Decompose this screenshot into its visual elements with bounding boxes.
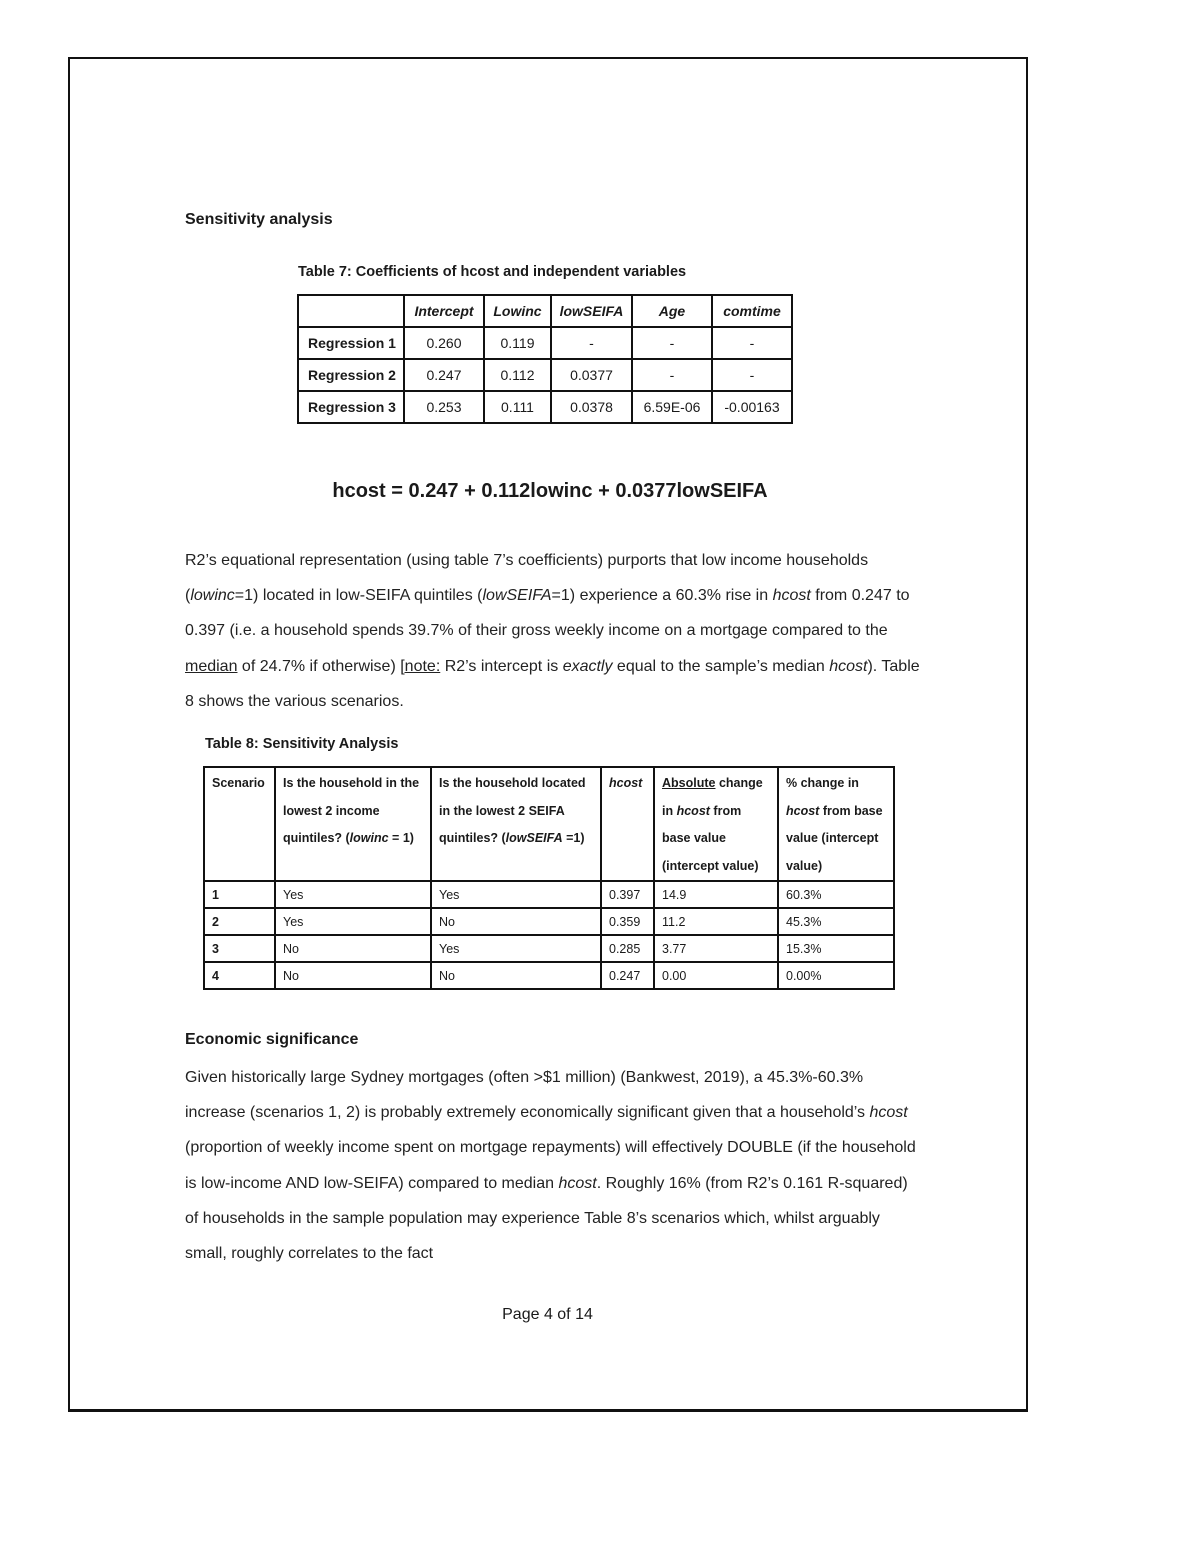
- paragraph-text: . Roughly 16% (from R2’s 0.161 R-squared) of households in the sample population may experience Table 8’s scenarios which, whilst arguably small, roughly correlates to the fact: [185, 1174, 908, 1263]
- paragraph-text: R2’s equational representation (using table 7’s coefficients) purports that low income households (: [185, 552, 869, 605]
- table-cell: -: [712, 327, 792, 359]
- table-cell: 0.111: [484, 391, 551, 423]
- table8-caption: Table 8: Sensitivity Analysis: [205, 736, 399, 752]
- paragraph-italic: hcost: [829, 657, 868, 675]
- paragraph-italic: exactly: [562, 657, 613, 675]
- table-cell: Regression 3: [298, 391, 404, 423]
- paragraph-italic: hcost: [772, 587, 811, 605]
- table-cell: 0.00: [654, 962, 778, 989]
- paragraph-text: of 24.7% if otherwise): [237, 657, 401, 675]
- table-cell: 0.253: [404, 391, 484, 423]
- table-cell: -: [632, 327, 712, 359]
- paragraph-italic: hcost: [558, 1174, 597, 1192]
- table-row: [298, 327, 792, 359]
- table-cell: -: [632, 359, 712, 391]
- table-cell: No: [431, 962, 601, 989]
- regression-equation: hcost = 0.247 + 0.112lowinc + 0.0377lowSEIFA: [332, 480, 768, 502]
- table-cell: -0.00163: [712, 391, 792, 423]
- table-cell: 0.0378: [551, 391, 632, 423]
- table-header-cell: Age: [632, 295, 712, 327]
- table-cell: 1: [204, 881, 275, 908]
- table-header-cell: lowSEIFA: [551, 295, 632, 327]
- paragraph-sensitivity: [185, 543, 925, 719]
- table-header-cell: [298, 295, 404, 327]
- table-header-cell: [601, 767, 654, 881]
- table-row: [204, 908, 894, 935]
- table-cell: No: [275, 935, 431, 962]
- table-cell: Yes: [431, 881, 601, 908]
- paragraph-italic: hcost: [869, 1104, 908, 1122]
- table-cell: 60.3%: [778, 881, 894, 908]
- paragraph-text: from 0.247 to 0.397 (i.e. a household spends 39.7% of their gross weekly income on a mortgage compared to the: [185, 587, 910, 640]
- paragraph-italic: lowSEIFA: [482, 587, 552, 605]
- table-header-row: [298, 295, 792, 327]
- table-cell: 3.77: [654, 935, 778, 962]
- table-cell: No: [431, 908, 601, 935]
- table-header-cell: Scenario: [204, 767, 275, 881]
- table-cell: No: [275, 962, 431, 989]
- paragraph-text: equal to the sample’s median: [612, 657, 830, 675]
- paragraph-text: (proportion of weekly income spent on mortgage repayments) will effectively DOUBLE (if the household is low-income AND low-SEIFA) compared to median: [185, 1139, 916, 1192]
- table-cell: Regression 2: [298, 359, 404, 391]
- table-cell: 0.247: [404, 359, 484, 391]
- section-heading-sensitivity: Sensitivity analysis: [185, 211, 333, 228]
- paragraph-text: ). Table 8 shows the various scenarios.: [185, 657, 920, 710]
- table-cell: 0.247: [601, 962, 654, 989]
- table-cell: 0.00%: [778, 962, 894, 989]
- table-cell: 0.397: [601, 881, 654, 908]
- table-cell: 3: [204, 935, 275, 962]
- table-header-cell: Lowinc: [484, 295, 551, 327]
- table7-coefficients: [297, 294, 793, 424]
- table-header-cell: Absolute change in hcost from base value (intercept value): [654, 767, 778, 881]
- table-cell: 0.119: [484, 327, 551, 359]
- table-cell: Yes: [275, 881, 431, 908]
- table-cell: 6.59E-06: [632, 391, 712, 423]
- table-cell: Yes: [431, 935, 601, 962]
- table-cell: 0.0377: [551, 359, 632, 391]
- page-number: Page 4 of 14: [502, 1306, 593, 1323]
- paragraph-text: R2’s intercept is: [440, 657, 563, 675]
- table-cell: 4: [204, 962, 275, 989]
- paragraph-text: Given historically large Sydney mortgages (often >$1 million) (Bankwest, 2019), a 45.3%-60.3% increase (scenarios 1, 2) is probably extremely economically significant given that a household’s: [185, 1069, 870, 1122]
- table-header-text: hcost: [609, 776, 643, 790]
- table-cell: -: [551, 327, 632, 359]
- table-header-cell: Is the household located in the lowest 2 SEIFA quintiles? (lowSEIFA =1): [431, 767, 601, 881]
- table-row: [298, 391, 792, 423]
- table-row: [204, 962, 894, 989]
- table-header-row: [204, 767, 894, 881]
- table7-caption: Table 7: Coefficients of hcost and independent variables: [298, 264, 687, 280]
- paragraph-text: =1) experience a 60.3% rise in: [551, 587, 773, 605]
- paragraph-text: =1) located in low-SEIFA quintiles (: [234, 587, 483, 605]
- table-row: [298, 359, 792, 391]
- table-cell: 0.260: [404, 327, 484, 359]
- table-header-cell: comtime: [712, 295, 792, 327]
- paragraph-underline: median: [185, 657, 238, 675]
- table-cell: Yes: [275, 908, 431, 935]
- table-cell: Regression 1: [298, 327, 404, 359]
- table8-sensitivity: [203, 766, 895, 990]
- table-cell: 0.359: [601, 908, 654, 935]
- table-cell: -: [712, 359, 792, 391]
- table-cell: 2: [204, 908, 275, 935]
- table-row: [204, 935, 894, 962]
- table-cell: 11.2: [654, 908, 778, 935]
- paragraph-italic: lowinc: [190, 587, 235, 605]
- table-cell: 45.3%: [778, 908, 894, 935]
- table-cell: 15.3%: [778, 935, 894, 962]
- table-header-cell: Intercept: [404, 295, 484, 327]
- section-heading-economic: Economic significance: [185, 1031, 359, 1048]
- table-header-cell: % change in hcost from base value (intercept value): [778, 767, 894, 881]
- table-header-cell: Is the household in the lowest 2 income quintiles? (lowinc = 1): [275, 767, 431, 881]
- table-cell: 14.9: [654, 881, 778, 908]
- table-cell: 0.285: [601, 935, 654, 962]
- table-cell: 0.112: [484, 359, 551, 391]
- table-row: [204, 881, 894, 908]
- paragraph-economic: [185, 1060, 920, 1271]
- paragraph-underline: [note:: [400, 657, 441, 675]
